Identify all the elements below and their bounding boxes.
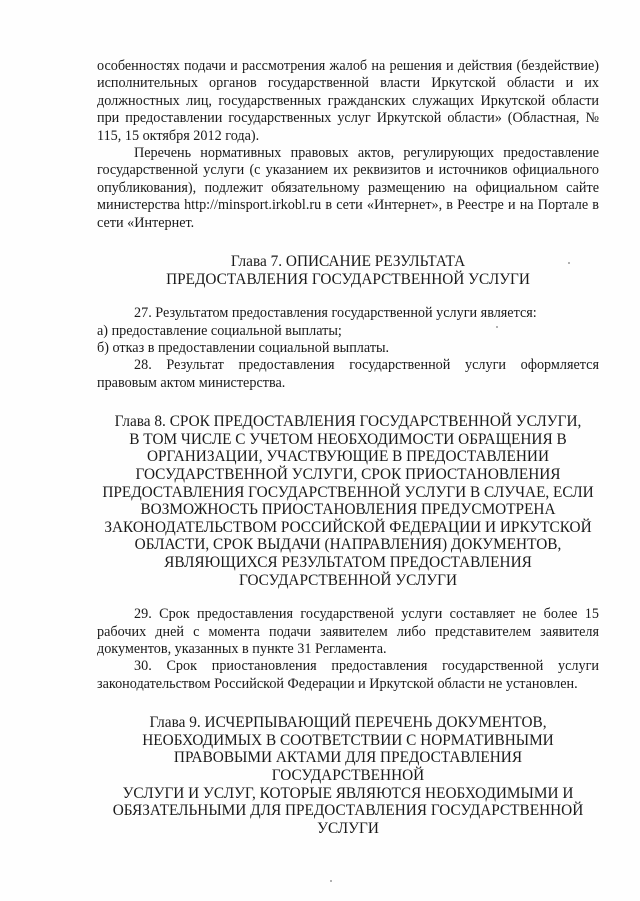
chapter-8-heading-line: Глава 8. СРОК ПРЕДОСТАВЛЕНИЯ ГОСУДАРСТВЕННОЙ УСЛУГИ,	[114, 413, 582, 431]
scan-speck	[568, 262, 570, 264]
page-content	[97, 58, 599, 837]
chapter-9-heading-line: Глава 9. ИСЧЕРПЫВАЮЩИЙ ПЕРЕЧЕНЬ ДОКУМЕНТОВ,	[149, 714, 547, 732]
chapter-9-heading-line: УСЛУГИ И УСЛУГ, КОТОРЫЕ ЯВЛЯЮТСЯ НЕОБХОДИМЫМИ И	[122, 784, 574, 802]
chapter-8-heading-line: В ТОМ ЧИСЛЕ С УЧЕТОМ НЕОБХОДИМОСТИ ОБРАЩЕНИЯ В	[129, 430, 567, 448]
intro-paragraph-1: особенностях подачи и рассмотрения жалоб на решения и действия (бездействие) исполнительных органов государственной власти Иркутской области и их должностных лиц, государственных гражданских служащих Иркутской области при предоставлении государственных услуг Иркутской области» (Областная, № 115, 15 октября 2012 года).	[97, 58, 599, 144]
intro-paragraph-2: Перечень нормативных правовых актов, регулирующих предоставление государственной услуги (с указанием их реквизитов и источников официального опубликования), подлежит обязательному размещению на официальном сайте министерства http://minsport.irkobl.ru в сети «Интернет», в Реестре и на Портале в сети «Интернет.	[97, 145, 599, 231]
item-29: 29. Срок предоставления государственой услуги составляет не более 15 рабочих дней с момента подачи заявителем либо представителем заявителя документов, указанных в пункте 31 Регламента.	[97, 606, 599, 658]
chapter-7-heading-line: ПРЕДОСТАВЛЕНИЯ ГОСУДАРСТВЕННОЙ УСЛУГИ	[166, 270, 530, 288]
chapter-8-heading-line: ГОСУДАРСТВЕННОЙ УСЛУГИ, СРОК ПРИОСТАНОВЛЕНИЯ	[135, 466, 561, 484]
item-27-b: б) отказ в предоставлении социальной выплаты.	[97, 340, 390, 357]
chapter-9-heading-line: ПРАВОВЫМИ АКТАМИ ДЛЯ ПРЕДОСТАВЛЕНИЯ ГОСУДАРСТВЕННОЙ	[173, 749, 523, 785]
chapter-8-heading-line: ВОЗМОЖНОСТЬ ПРИОСТАНОВЛЕНИЯ ПРЕДУСМОТРЕНА	[140, 501, 556, 519]
chapter-8-heading-line: ГОСУДАРСТВЕННОЙ УСЛУГИ	[238, 571, 457, 589]
chapter-7-heading-line: Глава 7. ОПИСАНИЕ РЕЗУЛЬТАТА	[230, 253, 466, 271]
chapter-8-heading	[97, 413, 599, 589]
item-30: 30. Срок приостановления предоставления государственной услуги законодательством Российской Федерации и Иркутской области не установлен.	[97, 658, 599, 692]
chapter-8-heading-line: ПРЕДОСТАВЛЕНИЯ ГОСУДАРСТВЕННОЙ УСЛУГИ В СЛУЧАЕ, ЕСЛИ	[102, 483, 594, 501]
chapter-9-heading	[97, 714, 599, 837]
item-27: 27. Результатом предоставления государственной услуги является:	[134, 305, 537, 322]
scan-speck	[330, 880, 332, 882]
chapter-8-heading-line: ЯВЛЯЮЩИХСЯ РЕЗУЛЬТАТОМ ПРЕДОСТАВЛЕНИЯ	[164, 554, 532, 572]
chapter-8-heading-line: ОРГАНИЗАЦИИ, УЧАСТВУЮЩИЕ В ПРЕДОСТАВЛЕНИИ	[146, 448, 550, 466]
chapter-9-heading-line: УСЛУГИ	[317, 819, 379, 837]
item-28: 28. Результат предоставления государственной услуги оформляется правовым актом министерства.	[97, 357, 599, 391]
chapter-7-heading	[97, 253, 599, 288]
chapter-9-heading-line: НЕОБХОДИМЫХ В СООТВЕТСТВИИ С НОРМАТИВНЫМИ	[142, 731, 554, 749]
chapter-9-heading-line: ОБЯЗАТЕЛЬНЫМИ ДЛЯ ПРЕДОСТАВЛЕНИЯ ГОСУДАРСТВЕННОЙ	[112, 802, 584, 820]
scan-speck	[496, 326, 498, 328]
chapter-8-heading-line: ЗАКОНОДАТЕЛЬСТВОМ РОССИЙСКОЙ ФЕДЕРАЦИИ И ИРКУТСКОЙ	[104, 518, 592, 536]
chapter-8-heading-line: ОБЛАСТИ, СРОК ВЫДАЧИ (НАПРАВЛЕНИЯ) ДОКУМЕНТОВ,	[134, 536, 562, 554]
item-27-a: а) предоставление социальной выплаты;	[97, 322, 342, 339]
